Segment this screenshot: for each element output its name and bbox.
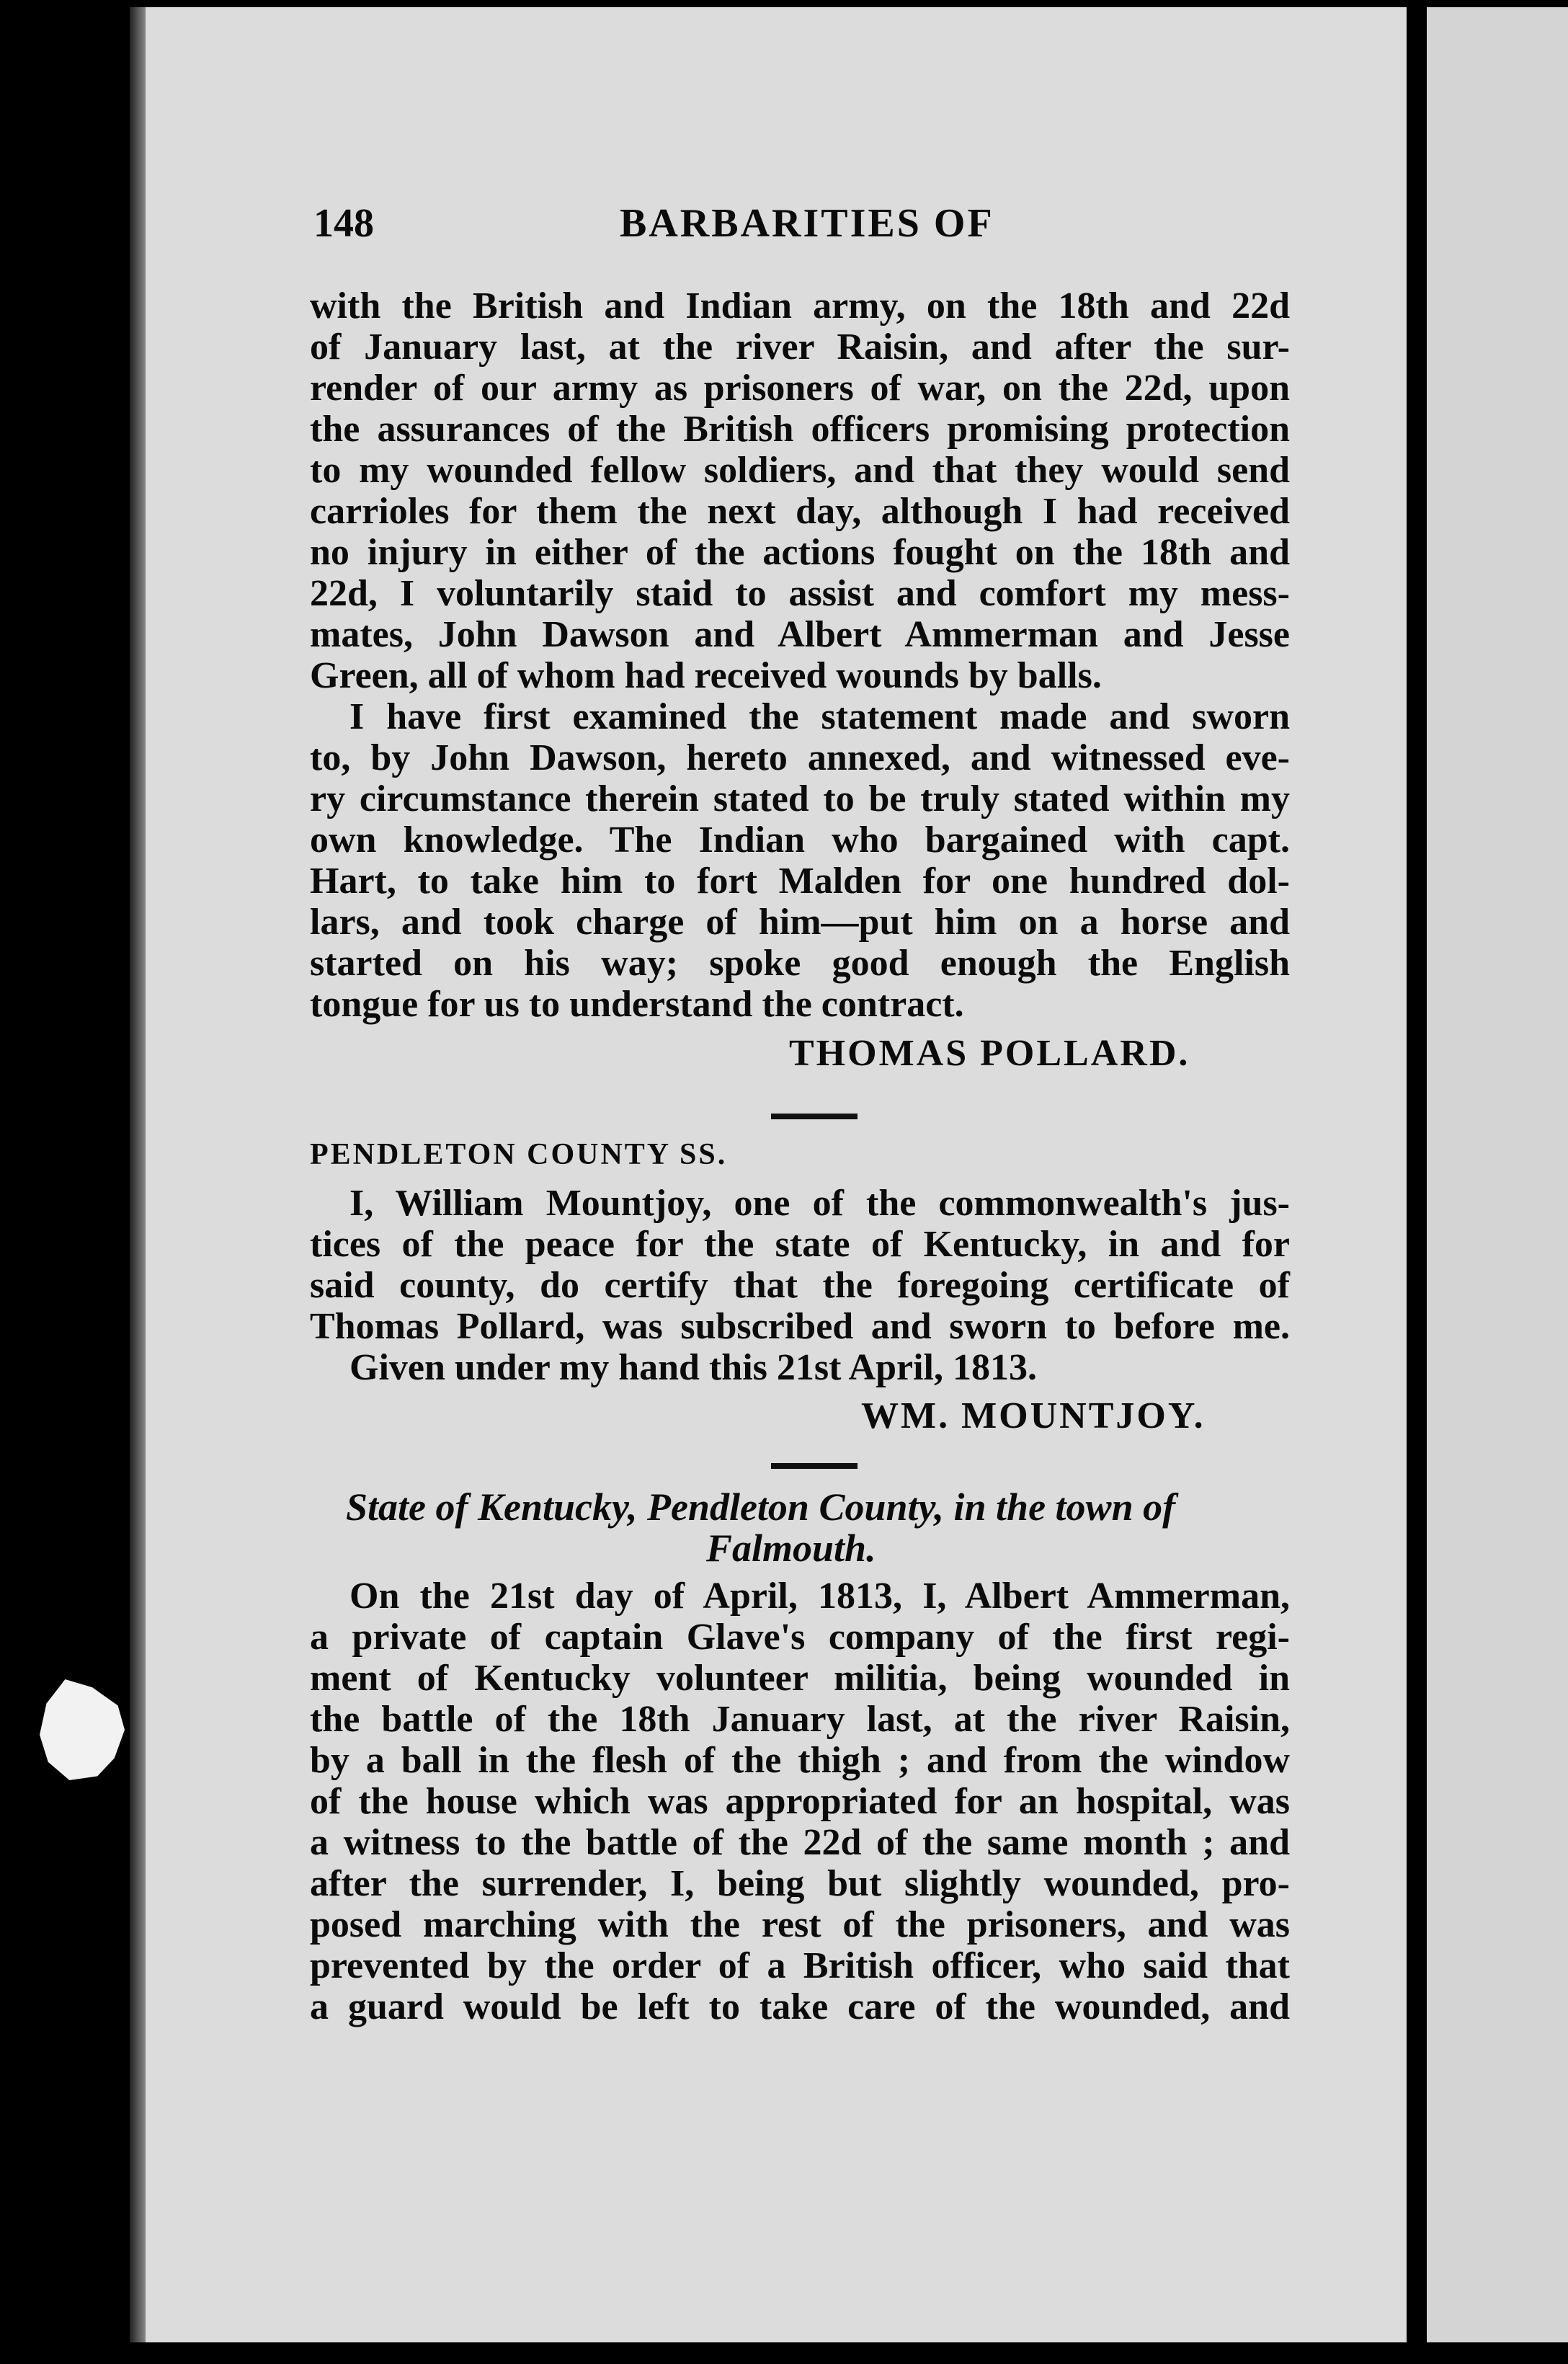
- text-line: Given under my hand this 21st April, 1813.: [349, 1347, 1038, 1388]
- section-heading: Falmouth.: [706, 1527, 876, 1570]
- text-line: tongue for us to understand the contract.: [310, 984, 964, 1025]
- text-line: of January last, at the river Raisin, and after the sur-: [310, 326, 1290, 368]
- section-rule: [771, 1463, 858, 1469]
- text-line: a guard would be left to take care of the wounded, and: [310, 1986, 1290, 2027]
- section-rule: [771, 1114, 858, 1119]
- text-line: the assurances of the British officers promising protection: [310, 409, 1290, 450]
- text-line: render of our army as prisoners of war, on the 22d, upon: [310, 368, 1290, 409]
- text-line: to my wounded fellow soldiers, and that they would send: [310, 450, 1290, 491]
- text-line: prevented by the order of a British officer, who said that: [310, 1945, 1290, 1986]
- county-heading: PENDLETON COUNTY SS.: [310, 1138, 728, 1171]
- page-number: 148: [313, 201, 374, 246]
- text-line: On the 21st day of April, 1813, I, Albert Ammerman,: [349, 1576, 1290, 1617]
- text-line: a private of captain Glave's company of the first regi-: [310, 1617, 1290, 1658]
- page-tear-hole: [40, 1679, 125, 1780]
- running-title: BARBARITIES OF: [620, 201, 994, 246]
- text-line: ry circumstance therein stated to be truly stated within my: [310, 778, 1290, 819]
- text-line: lars, and took charge of him—put him on a horse and: [310, 902, 1290, 943]
- text-line: mates, John Dawson and Albert Ammerman and Jesse: [310, 614, 1290, 655]
- text-line: own knowledge. The Indian who bargained with capt.: [310, 819, 1290, 861]
- signature-mountjoy: WM. MOUNTJOY.: [861, 1395, 1206, 1436]
- text-line: posed marching with the rest of the prisoners, and was: [310, 1904, 1290, 1945]
- text-line: with the British and Indian army, on the 18th and 22d: [310, 285, 1290, 326]
- text-line: of the house which was appropriated for an hospital, was: [310, 1781, 1290, 1822]
- page-gutter: [1407, 7, 1425, 2342]
- text-line: a witness to the battle of the 22d of the same month ; and: [310, 1822, 1290, 1863]
- section-heading: State of Kentucky, Pendleton County, in the town of: [346, 1485, 1176, 1529]
- text-line: to, by John Dawson, hereto annexed, and witnessed eve-: [310, 737, 1290, 778]
- signature-pollard: THOMAS POLLARD.: [789, 1033, 1190, 1074]
- text-line: the battle of the 18th January last, at the river Raisin,: [310, 1699, 1290, 1740]
- text-line: after the surrender, I, being but slightly wounded, pro-: [310, 1863, 1290, 1904]
- text-line: carrioles for them the next day, although I had received: [310, 491, 1290, 532]
- text-line: I have first examined the statement made and sworn: [349, 696, 1290, 737]
- text-line: Thomas Pollard, was subscribed and sworn to before me.: [310, 1306, 1290, 1347]
- text-line: no injury in either of the actions fought on the 18th and: [310, 532, 1290, 573]
- text-line: started on his way; spoke good enough the English: [310, 943, 1290, 984]
- text-line: Hart, to take him to fort Malden for one hundred dol-: [310, 861, 1290, 902]
- text-line: by a ball in the flesh of the thigh ; and from the window: [310, 1740, 1290, 1781]
- spine-shadow: [130, 7, 146, 2342]
- text-line: I, William Mountjoy, one of the commonwealth's jus-: [349, 1183, 1290, 1224]
- facing-page-edge: [1427, 7, 1568, 2342]
- text-line: said county, do certify that the foregoing certificate of: [310, 1265, 1290, 1306]
- text-line: 22d, I voluntarily staid to assist and comfort my mess-: [310, 573, 1290, 614]
- text-line: ment of Kentucky volunteer militia, being wounded in: [310, 1658, 1290, 1699]
- text-line: tices of the peace for the state of Kentucky, in and for: [310, 1224, 1290, 1265]
- text-line: Green, all of whom had received wounds by balls.: [310, 655, 1102, 696]
